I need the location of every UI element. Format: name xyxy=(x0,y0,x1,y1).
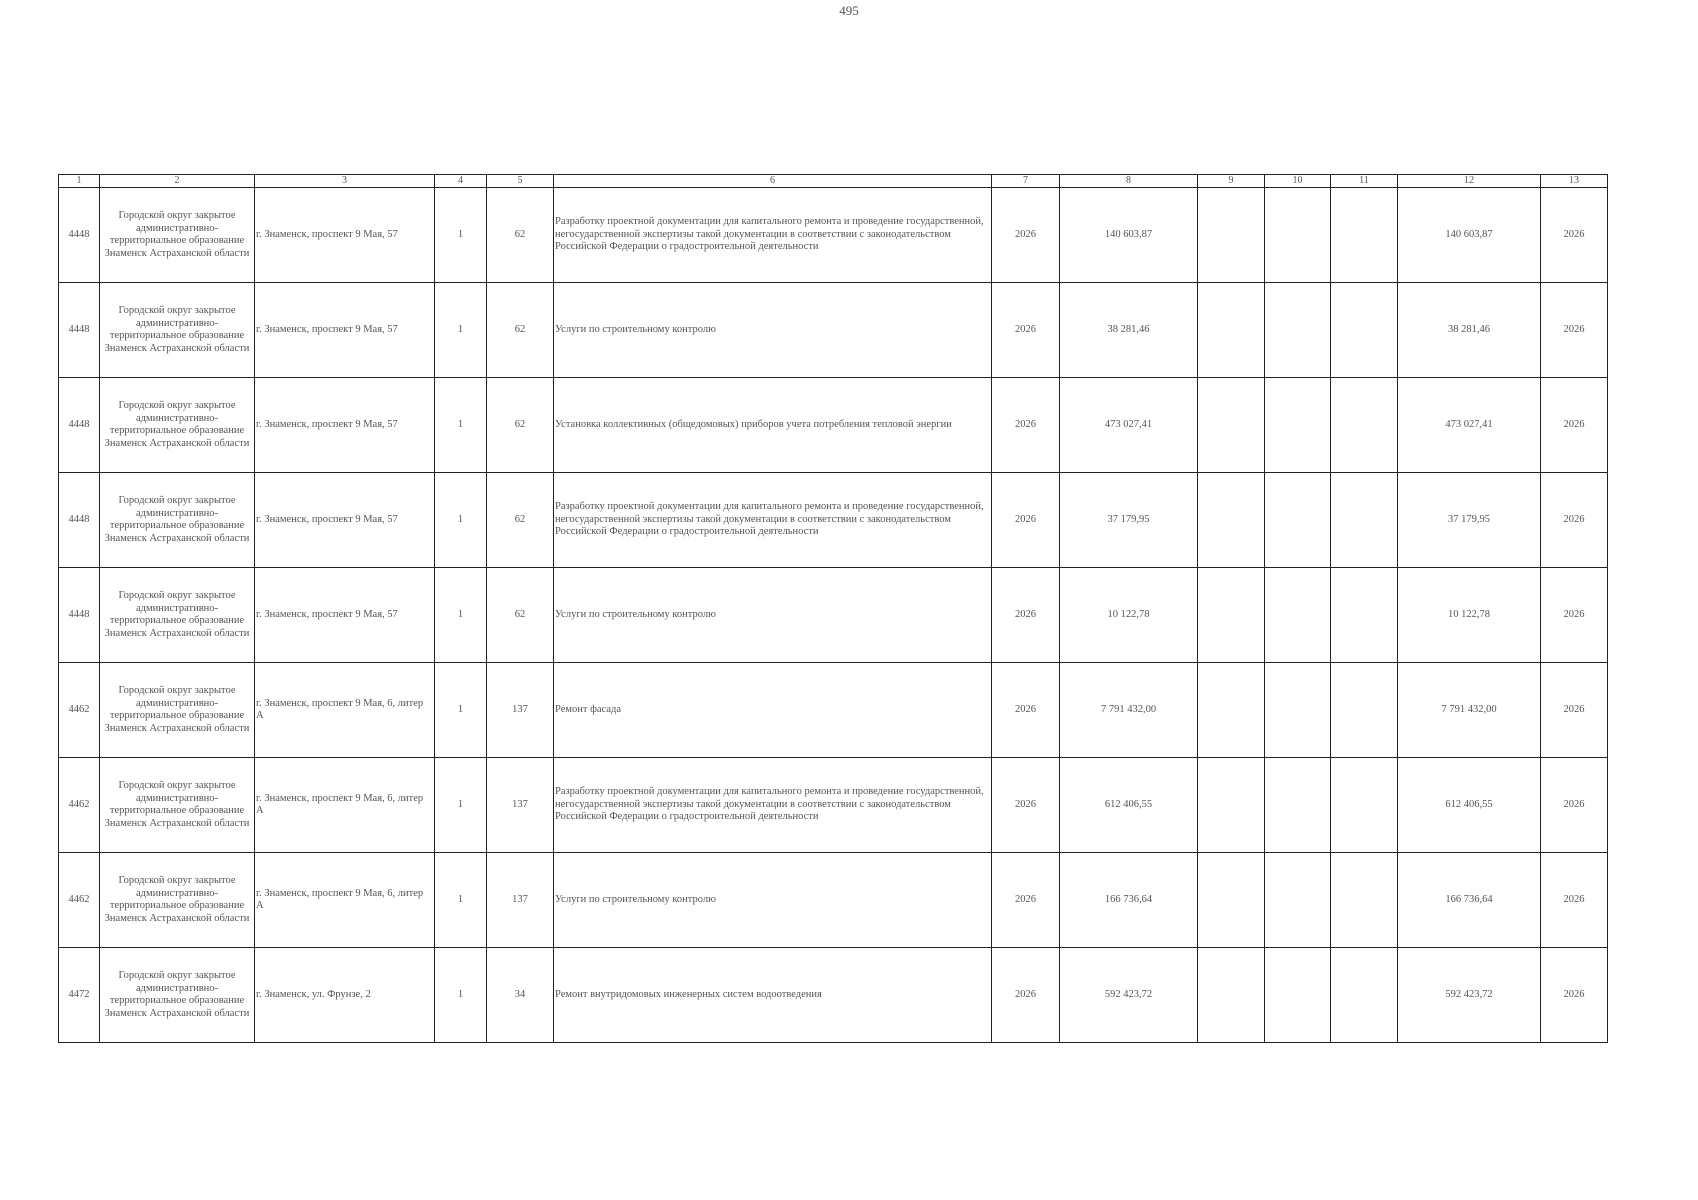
row-id-cell: 4448 xyxy=(59,378,100,473)
year-cell: 2026 xyxy=(992,473,1060,568)
col-5-value-cell: 62 xyxy=(487,378,554,473)
col-4-value-cell: 1 xyxy=(435,568,487,663)
col-9-value-cell xyxy=(1198,473,1265,568)
total-cost-cell: 473 027,41 xyxy=(1060,378,1198,473)
work-type-cell: Услуги по строительному контролю xyxy=(554,853,992,948)
col-5-value-cell: 62 xyxy=(487,283,554,378)
col-9-value-cell xyxy=(1198,663,1265,758)
municipality-cell: Городской округ закрытое административно-территориальное образование Знаменск Астраханской области xyxy=(100,948,255,1043)
row-id-cell: 4462 xyxy=(59,758,100,853)
row-id-cell: 4462 xyxy=(59,663,100,758)
col-4-value-cell: 1 xyxy=(435,283,487,378)
col-4-value-cell: 1 xyxy=(435,473,487,568)
table-row xyxy=(59,663,1608,758)
column-header-11: 11 xyxy=(1331,175,1398,188)
year-cell: 2026 xyxy=(992,948,1060,1043)
col-4-value-cell: 1 xyxy=(435,663,487,758)
col-9-value-cell xyxy=(1198,948,1265,1043)
cost-col-12-cell: 38 281,46 xyxy=(1398,283,1541,378)
column-header-2: 2 xyxy=(100,175,255,188)
col-11-value-cell xyxy=(1331,853,1398,948)
address-cell: г. Знаменск, проспект 9 Мая, 6, литер А xyxy=(255,663,435,758)
row-id-cell: 4448 xyxy=(59,188,100,283)
total-cost-cell: 10 122,78 xyxy=(1060,568,1198,663)
row-id-cell: 4448 xyxy=(59,568,100,663)
row-id-cell: 4448 xyxy=(59,283,100,378)
col-4-value-cell: 1 xyxy=(435,948,487,1043)
work-type-cell: Установка коллективных (общедомовых) приборов учета потребления тепловой энергии xyxy=(554,378,992,473)
table-row xyxy=(59,758,1608,853)
column-header-7: 7 xyxy=(992,175,1060,188)
completion-year-cell: 2026 xyxy=(1541,378,1608,473)
column-header-3: 3 xyxy=(255,175,435,188)
col-11-value-cell xyxy=(1331,663,1398,758)
table-row xyxy=(59,948,1608,1043)
cost-col-12-cell: 166 736,64 xyxy=(1398,853,1541,948)
cost-col-12-cell: 140 603,87 xyxy=(1398,188,1541,283)
col-5-value-cell: 62 xyxy=(487,473,554,568)
year-cell: 2026 xyxy=(992,188,1060,283)
table-row xyxy=(59,473,1608,568)
col-11-value-cell xyxy=(1331,473,1398,568)
row-id-cell: 4472 xyxy=(59,948,100,1043)
cost-col-12-cell: 10 122,78 xyxy=(1398,568,1541,663)
municipality-cell: Городской округ закрытое административно-территориальное образование Знаменск Астраханской области xyxy=(100,758,255,853)
address-cell: г. Знаменск, ул. Фрунзе, 2 xyxy=(255,948,435,1043)
completion-year-cell: 2026 xyxy=(1541,473,1608,568)
col-5-value-cell: 137 xyxy=(487,853,554,948)
column-header-8: 8 xyxy=(1060,175,1198,188)
municipality-cell: Городской округ закрытое административно-территориальное образование Знаменск Астраханской области xyxy=(100,568,255,663)
completion-year-cell: 2026 xyxy=(1541,283,1608,378)
col-11-value-cell xyxy=(1331,188,1398,283)
col-9-value-cell xyxy=(1198,283,1265,378)
completion-year-cell: 2026 xyxy=(1541,853,1608,948)
col-10-value-cell xyxy=(1265,853,1331,948)
col-4-value-cell: 1 xyxy=(435,188,487,283)
column-header-6: 6 xyxy=(554,175,992,188)
cost-col-12-cell: 612 406,55 xyxy=(1398,758,1541,853)
col-5-value-cell: 34 xyxy=(487,948,554,1043)
col-11-value-cell xyxy=(1331,283,1398,378)
municipality-cell: Городской округ закрытое административно-территориальное образование Знаменск Астраханской области xyxy=(100,188,255,283)
work-type-cell: Услуги по строительному контролю xyxy=(554,568,992,663)
col-10-value-cell xyxy=(1265,948,1331,1043)
cost-col-12-cell: 7 791 432,00 xyxy=(1398,663,1541,758)
col-4-value-cell: 1 xyxy=(435,758,487,853)
year-cell: 2026 xyxy=(992,853,1060,948)
table-row xyxy=(59,568,1608,663)
work-type-cell: Разработку проектной документации для капитального ремонта и проведение государственной, негосударственной экспертизы такой документации в соответствии с законодательством Российской Федерации о градостроительной деятельности xyxy=(554,758,992,853)
col-5-value-cell: 62 xyxy=(487,568,554,663)
work-type-cell: Разработку проектной документации для капитального ремонта и проведение государственной, негосударственной экспертизы такой документации в соответствии с законодательством Российской Федерации о градостроительной деятельности xyxy=(554,473,992,568)
year-cell: 2026 xyxy=(992,283,1060,378)
col-9-value-cell xyxy=(1198,568,1265,663)
col-9-value-cell xyxy=(1198,758,1265,853)
total-cost-cell: 140 603,87 xyxy=(1060,188,1198,283)
completion-year-cell: 2026 xyxy=(1541,948,1608,1043)
year-cell: 2026 xyxy=(992,568,1060,663)
column-header-4: 4 xyxy=(435,175,487,188)
address-cell: г. Знаменск, проспект 9 Мая, 57 xyxy=(255,188,435,283)
total-cost-cell: 166 736,64 xyxy=(1060,853,1198,948)
row-id-cell: 4448 xyxy=(59,473,100,568)
col-10-value-cell xyxy=(1265,283,1331,378)
col-10-value-cell xyxy=(1265,473,1331,568)
column-number-header xyxy=(59,175,1608,188)
col-5-value-cell: 137 xyxy=(487,758,554,853)
address-cell: г. Знаменск, проспект 9 Мая, 57 xyxy=(255,473,435,568)
table-row xyxy=(59,378,1608,473)
total-cost-cell: 592 423,72 xyxy=(1060,948,1198,1043)
column-header-1: 1 xyxy=(59,175,100,188)
column-header-13: 13 xyxy=(1541,175,1608,188)
col-11-value-cell xyxy=(1331,568,1398,663)
municipality-cell: Городской округ закрытое административно-территориальное образование Знаменск Астраханской области xyxy=(100,473,255,568)
total-cost-cell: 7 791 432,00 xyxy=(1060,663,1198,758)
page-number: 495 xyxy=(839,3,859,18)
work-type-cell: Ремонт внутридомовых инженерных систем водоотведения xyxy=(554,948,992,1043)
col-5-value-cell: 62 xyxy=(487,188,554,283)
col-10-value-cell xyxy=(1265,663,1331,758)
municipality-cell: Городской округ закрытое административно-территориальное образование Знаменск Астраханской области xyxy=(100,853,255,948)
col-11-value-cell xyxy=(1331,378,1398,473)
completion-year-cell: 2026 xyxy=(1541,568,1608,663)
year-cell: 2026 xyxy=(992,378,1060,473)
row-id-cell: 4462 xyxy=(59,853,100,948)
municipality-cell: Городской округ закрытое административно-территориальное образование Знаменск Астраханской области xyxy=(100,663,255,758)
col-10-value-cell xyxy=(1265,378,1331,473)
work-type-cell: Ремонт фасада xyxy=(554,663,992,758)
table-row xyxy=(59,188,1608,283)
column-header-9: 9 xyxy=(1198,175,1265,188)
col-11-value-cell xyxy=(1331,948,1398,1043)
col-11-value-cell xyxy=(1331,758,1398,853)
column-header-10: 10 xyxy=(1265,175,1331,188)
address-cell: г. Знаменск, проспект 9 Мая, 57 xyxy=(255,378,435,473)
cost-col-12-cell: 37 179,95 xyxy=(1398,473,1541,568)
cost-col-12-cell: 592 423,72 xyxy=(1398,948,1541,1043)
col-4-value-cell: 1 xyxy=(435,378,487,473)
municipality-cell: Городской округ закрытое административно-территориальное образование Знаменск Астраханской области xyxy=(100,283,255,378)
col-10-value-cell xyxy=(1265,568,1331,663)
col-5-value-cell: 137 xyxy=(487,663,554,758)
col-9-value-cell xyxy=(1198,378,1265,473)
column-header-12: 12 xyxy=(1398,175,1541,188)
work-type-cell: Разработку проектной документации для капитального ремонта и проведение государственной, негосударственной экспертизы такой документации в соответствии с законодательством Российской Федерации о градостроительной деятельности xyxy=(554,188,992,283)
total-cost-cell: 612 406,55 xyxy=(1060,758,1198,853)
col-9-value-cell xyxy=(1198,853,1265,948)
cost-col-12-cell: 473 027,41 xyxy=(1398,378,1541,473)
table-row xyxy=(59,283,1608,378)
completion-year-cell: 2026 xyxy=(1541,188,1608,283)
total-cost-cell: 38 281,46 xyxy=(1060,283,1198,378)
col-4-value-cell: 1 xyxy=(435,853,487,948)
address-cell: г. Знаменск, проспект 9 Мая, 6, литер А xyxy=(255,853,435,948)
table-row xyxy=(59,853,1608,948)
data-table xyxy=(58,174,1608,1043)
completion-year-cell: 2026 xyxy=(1541,758,1608,853)
column-header-5: 5 xyxy=(487,175,554,188)
total-cost-cell: 37 179,95 xyxy=(1060,473,1198,568)
col-10-value-cell xyxy=(1265,188,1331,283)
year-cell: 2026 xyxy=(992,663,1060,758)
col-9-value-cell xyxy=(1198,188,1265,283)
address-cell: г. Знаменск, проспект 9 Мая, 6, литер А xyxy=(255,758,435,853)
address-cell: г. Знаменск, проспект 9 Мая, 57 xyxy=(255,283,435,378)
col-10-value-cell xyxy=(1265,758,1331,853)
year-cell: 2026 xyxy=(992,758,1060,853)
municipality-cell: Городской округ закрытое административно-территориальное образование Знаменск Астраханской области xyxy=(100,378,255,473)
completion-year-cell: 2026 xyxy=(1541,663,1608,758)
address-cell: г. Знаменск, проспект 9 Мая, 57 xyxy=(255,568,435,663)
work-type-cell: Услуги по строительному контролю xyxy=(554,283,992,378)
